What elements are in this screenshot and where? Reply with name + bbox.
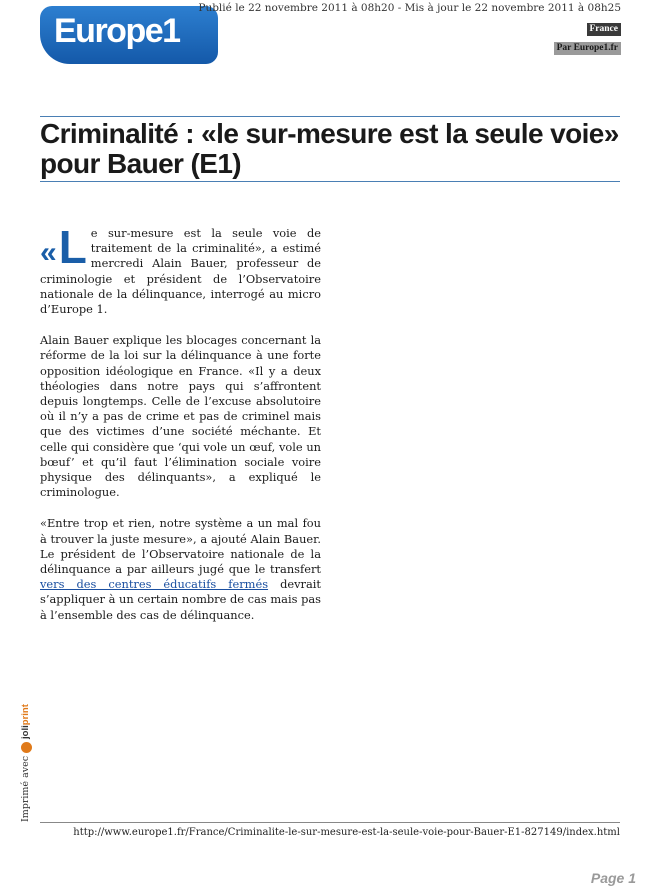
brand-print: print: [20, 704, 31, 726]
europe1-logo[interactable]: [40, 6, 218, 64]
article-body: [40, 221, 321, 639]
paragraph-2: Alain Bauer explique les blocages concernant la réforme de la loi sur la délinquance à une forte opposition idéologique en France. «Il y a deux théologies dans notre pays qui s’affrontent depuis longtemps. Celle de l’excuse absolutoire où il n’y a pas de crime et pas de criminel mais que des victimes d’une société méchante. Et celle qui considère que ‘qui vole un œuf, vole un bœuf’ et qu’il faut l’élimination sociale voire physique des délinquants», a expliqué le criminologue.: [40, 333, 321, 500]
paragraph-3-text-before: «Entre trop et rien, notre système a un mal fou à trouver la juste mesure», a ajouté Alain Bauer. Le président de l’Observatoire nationale de la délinquance a par ailleurs jugé que le transfert: [40, 516, 321, 577]
category-badge: France: [587, 23, 622, 36]
title-top-rule: [40, 116, 620, 117]
lead-quote-mark: «: [40, 236, 57, 269]
printed-with-label: Imprimé avec: [20, 755, 31, 822]
joliprint-icon: [21, 742, 32, 753]
title-bottom-rule: [40, 181, 620, 182]
footer-rule: [40, 822, 620, 823]
page-number: Page 1: [590, 870, 636, 886]
printed-with-joliprint[interactable]: [20, 704, 31, 822]
logo-text: Europe1: [54, 12, 180, 50]
brand-joli: joli: [20, 725, 31, 739]
dropcap-letter: L: [58, 221, 87, 273]
centres-educatifs-link[interactable]: vers des centres éducatifs fermés: [40, 577, 269, 592]
paragraph-1: [40, 221, 321, 317]
author-badge: Par Europe1.fr: [554, 42, 621, 55]
article-url[interactable]: http://www.europe1.fr/France/Criminalite-le-sur-mesure-est-la-seule-voie-pour-Bauer-E1-827149/index.html: [73, 827, 620, 838]
publication-date: Publié le 22 novembre 2011 à 08h20 - Mis à jour le 22 novembre 2011 à 08h25: [198, 2, 621, 14]
paragraph-1-text: e sur-mesure est la seule voie de traitement de la criminalité», a estimé mercredi Alain Bauer, professeur de criminologie et président de l’Observatoire nationale de la délinquance, interrogé au micro d’Europe 1.: [40, 226, 321, 317]
paragraph-3-text-after: devrait s’appliquer à un certain nombre de cas mais pas à l’ensemble des cas de délinquance.: [40, 577, 321, 622]
article-title: Criminalité : «le sur-mesure est la seule voie» pour Bauer (E1): [40, 118, 619, 179]
paragraph-3: [40, 516, 321, 622]
